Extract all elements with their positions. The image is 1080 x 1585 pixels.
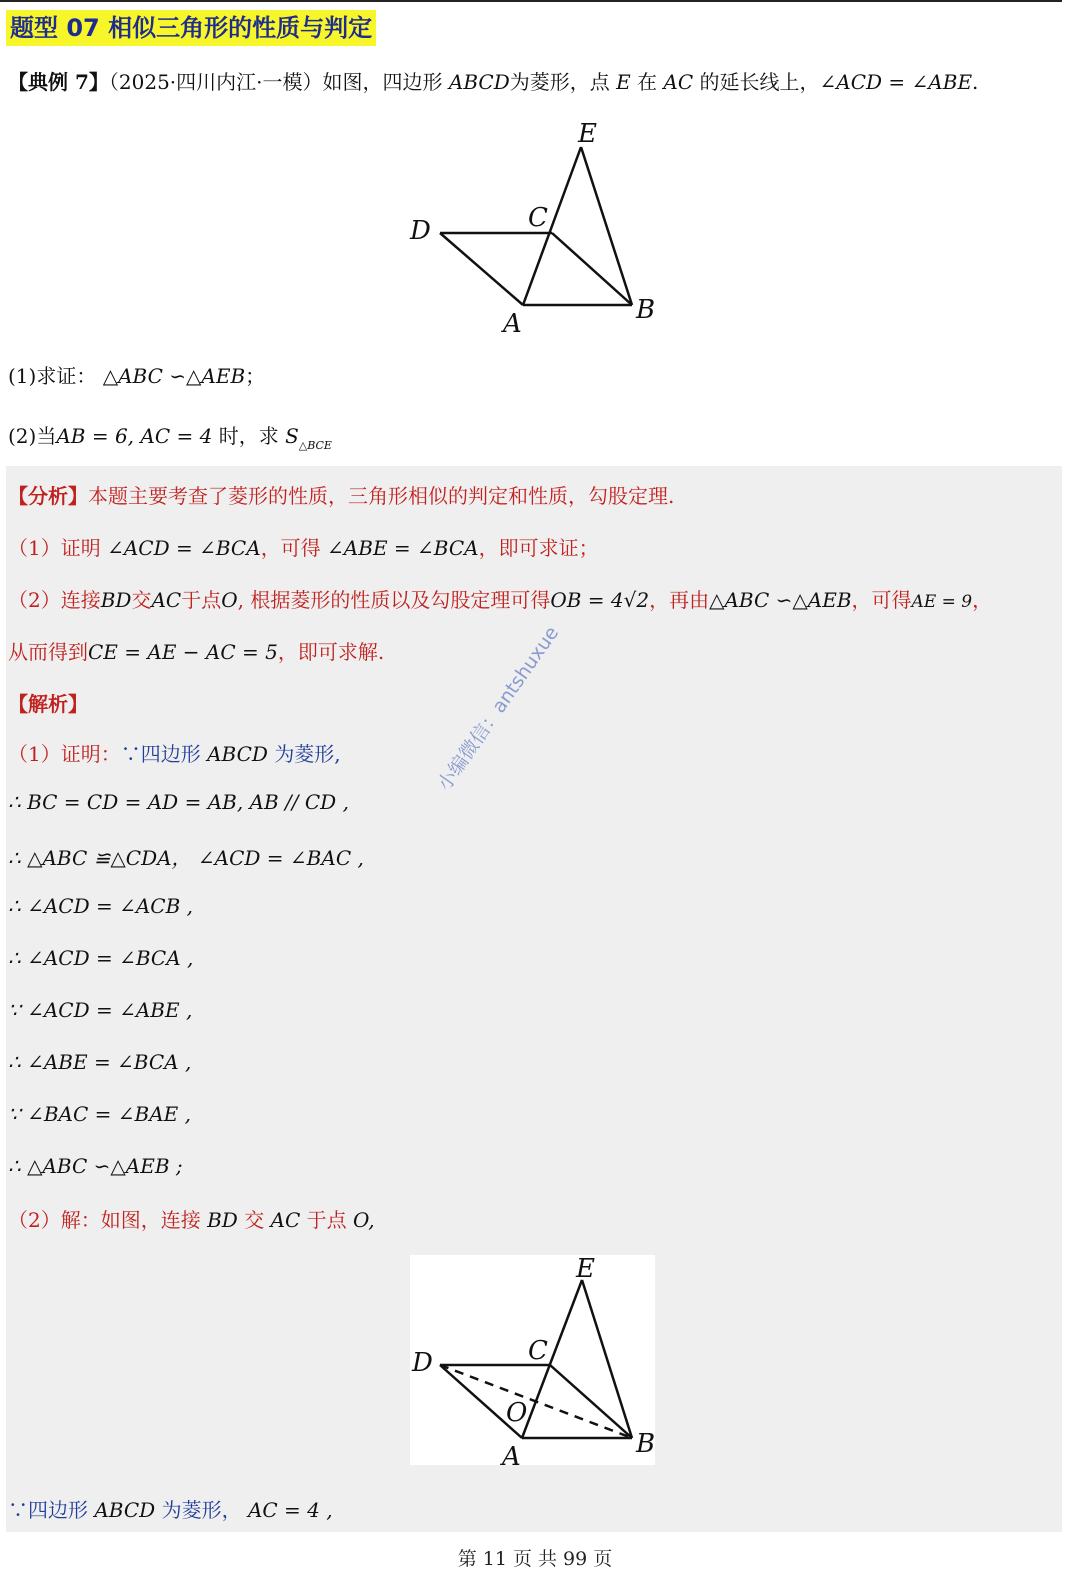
q-e: E: [616, 70, 631, 94]
section-title: 题型 07 相似三角形的性质与判定: [6, 10, 376, 46]
q-text-on: 在: [637, 70, 658, 94]
part1-expr: △ABC ∽△AEB: [102, 364, 246, 388]
analysis-l3a: （2）连接: [8, 588, 101, 612]
analysis-l2d: ∠ABE = ∠BCA: [327, 536, 479, 560]
analysis-line-1: [8, 480, 674, 509]
solution-s10a: （2）解：如图，连接: [8, 1208, 201, 1232]
analysis-l3l: AE = 9: [911, 592, 973, 612]
solution-s10d: AC: [270, 1208, 301, 1232]
part2-mid: 时，求: [218, 424, 279, 448]
solution-s1a: （1）证明：: [8, 742, 121, 766]
page-footer: 第 11 页 共 99 页: [457, 1548, 613, 1570]
fig2-label-d: D: [412, 1348, 433, 1378]
solution-s11b: ABCD: [94, 1498, 156, 1522]
part2-sub: △BCE: [298, 439, 332, 452]
solution-line-5: ∴ ∠ACD = ∠BCA ,: [8, 946, 194, 970]
fig2-label-e: E: [576, 1255, 595, 1284]
solution-s10c: 交: [244, 1208, 265, 1232]
analysis-l2b: ∠ACD = ∠BCA: [107, 536, 261, 560]
solution-s1b: ∵四边形: [120, 742, 201, 766]
fig1-label-a: A: [503, 309, 522, 339]
figure-rhombus-2: [410, 1255, 655, 1465]
analysis-line-2: [8, 532, 599, 561]
analysis-l3c: 交: [131, 588, 152, 612]
analysis-tag: 【分析】: [8, 484, 88, 508]
part1-end: ；: [245, 364, 266, 388]
fig1-label-b: B: [636, 295, 656, 325]
fig1-label-c: C: [528, 203, 548, 233]
analysis-l4b: CE = AE − AC = 5: [88, 640, 278, 664]
analysis-l3g: , 根据菱形的性质以及勾股定理可得: [237, 588, 551, 612]
q-cond: ∠ACD = ∠ABE: [819, 70, 973, 94]
solution-line-9: ∴ △ABC ∽△AEB ;: [8, 1154, 183, 1178]
solution-s1c: ABCD: [207, 742, 268, 766]
solution-s11c: 为菱形，: [161, 1498, 242, 1522]
solution-s11a: ∵四边形: [8, 1498, 88, 1522]
fig1-label-e: E: [578, 119, 597, 149]
analysis-l3k: ，可得: [851, 588, 912, 612]
analysis-l4c: ，即可求解.: [277, 640, 385, 664]
analysis-l3i: ，再由: [649, 588, 710, 612]
analysis-l3b: BD: [100, 588, 132, 612]
example-tag: 【典例 7】: [8, 70, 109, 94]
q-text-rest: 为菱形，点: [509, 70, 610, 94]
fig2-label-a: A: [502, 1442, 521, 1465]
solution-s10f: O,: [353, 1208, 375, 1232]
analysis-l3m: ，: [972, 588, 993, 612]
analysis-l3j: △ABC ∽△AEB: [709, 588, 852, 612]
fig2-label-b: B: [636, 1429, 655, 1459]
analysis-l3f: O: [221, 588, 238, 612]
analysis-l2a: （1）证明: [8, 536, 101, 560]
analysis-line-4: [8, 636, 384, 665]
figure-rhombus-1: [400, 112, 670, 342]
solution-s1d: 为菱形,: [274, 742, 341, 766]
solution-line-11: [8, 1494, 333, 1523]
analysis-l1: 本题主要考查了菱形的性质，三角形相似的判定和性质，勾股定理.: [88, 484, 675, 508]
question-source: （2025·四川内江·一模）如图，四边形: [108, 70, 443, 94]
question-line: [8, 66, 978, 95]
solution-line-6: ∵ ∠ACD = ∠ABE ,: [8, 998, 193, 1022]
part2-prefix: (2)当: [8, 424, 57, 448]
solution-s10e: 于点: [306, 1208, 347, 1232]
part2-expr: AB = 6, AC = 4: [56, 424, 213, 448]
solution-line-1: [8, 738, 341, 767]
solution-s11d: AC = 4 ,: [247, 1498, 333, 1522]
part2-line: [8, 420, 332, 452]
analysis-l3e: 于点: [181, 588, 222, 612]
part1-line: [8, 360, 265, 389]
part1-prefix: (1)求证：: [8, 364, 97, 388]
solution-line-10: [8, 1204, 375, 1233]
analysis-l3d: AC: [151, 588, 182, 612]
solution-line-2: ∴ BC = CD = AD = AB, AB // CD ,: [8, 790, 349, 814]
top-rule: [0, 0, 1062, 2]
fig1-label-d: D: [410, 216, 431, 246]
part2-s: S: [285, 424, 299, 448]
solution-line-7: ∴ ∠ABE = ∠BCA ,: [8, 1050, 192, 1074]
analysis-line-3: [8, 584, 992, 613]
q-text-ext: 的延长线上，: [699, 70, 820, 94]
analysis-l2c: ，可得: [260, 536, 321, 560]
q-ac: AC: [663, 70, 694, 94]
fig2-label-o: O: [506, 1398, 528, 1428]
analysis-l4a: 从而得到: [8, 640, 88, 664]
analysis-l2e: ，即可求证；: [478, 536, 599, 560]
solution-tag: 【解析】: [8, 692, 88, 716]
q-abcd: ABCD: [448, 70, 510, 94]
solution-s10b: BD: [207, 1208, 238, 1232]
solution-line-3: ∴ △ABC ≌△CDA， ∠ACD = ∠BAC ,: [8, 846, 364, 870]
watermark: 小编微信：antshuxue: [433, 622, 564, 795]
analysis-l3h: OB = 4√2: [550, 588, 650, 612]
q-end: .: [972, 70, 979, 94]
solution-line-4: ∴ ∠ACD = ∠ACB ,: [8, 894, 194, 918]
fig2-label-c: C: [528, 1336, 548, 1366]
solution-line-8: ∵ ∠BAC = ∠BAE ,: [8, 1102, 191, 1126]
